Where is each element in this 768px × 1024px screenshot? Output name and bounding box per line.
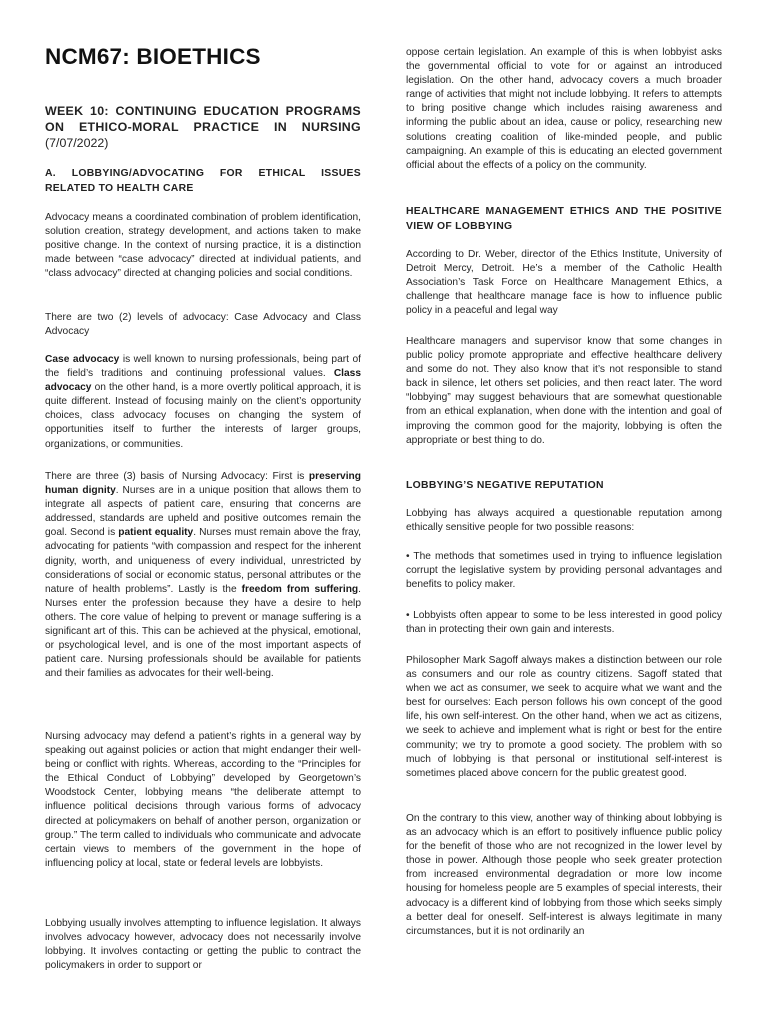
patient-equality-term: patient equality [118,527,194,539]
class-advocacy-term: Class advocacy [45,368,361,394]
preserving-dignity-term: preserving human dignity [45,471,361,497]
negative-reputation-heading: LOBBYING’S NEGATIVE REPUTATION [406,480,604,491]
week-title: WEEK 10: CONTINUING EDUCATION PROGRAMS ON ETHICO-MORAL PRACTICE IN NURSING [45,104,361,134]
healthcare-ethics-heading: HEALTHCARE MANAGEMENT ETHICS AND THE POSITIVE VIEW OF LOBBYING [406,206,722,232]
advocacy-definition-paragraph: Advocacy means a coordinated combination of problem identification, solution creation, strategy development, and actions taken to make positive change. In the context of nursing practice, it is a distinction made between “case advocacy” directed at individual patients, and “class advocacy” directed at changing policies and social conditions. [45,212,361,280]
case-advocacy-term: Case advocacy [45,354,120,365]
healthcare-managers-paragraph: Healthcare managers and supervisor know that some changes in public policy promote appropriate and effective healthcare delivery and some do not. They also know that it’s not responsible to stand back in silence, let others set policies, and then react later. The word “lobbying” may suggest behaviours that are somewhat questionable from an ethical explanation, when done with the intention and goal of improving the common good for the majority, lobbying is often the appropriate or best thing to do. [406,336,722,446]
sagoff-paragraph: Philosopher Mark Sagoff always makes a distinction between our role as consumers and our role as country citizens. Sagoff stated that when we act as consumer, we seek to acquire what we want and the best for ourselves: Each person follows his own concept of the good life, his own self-interest. On the other hand, when we act as citizens, we seek to achieve and implement what is right or best for the entire community; we try to promote a good society. The problem with so much of lobbying is that personal or institutional self-interest is sometimes placed above concern for the public greatest good. [406,655,722,779]
week-heading [45,103,361,151]
section-a-heading: A. LOBBYING/ADVOCATING FOR ETHICAL ISSUES RELATED TO HEALTH CARE [45,168,361,194]
week-date: (7/07/2022) [45,136,109,150]
dr-weber-paragraph: According to Dr. Weber, director of the Ethics Institute, University of Detroit Mercy, Detroit. He’s a member of the Catholic Health Association’s Task Force on Healthcare Management Ethics, a challenge that healthcare manage face is how to influence public policy in a peaceful and legal way [406,249,722,317]
nursing-advocacy-basis-paragraph: There are three (3) basis of Nursing Advocacy: First is preserving human dignity. Nurses are in a unique position that allows them to integrate all aspects of patient care, ensuring that concerns are addressed, standards are upheld and positive outcomes remain the goal. Second is patient equality. Nurses must remain above the fray, advocating for patients “with compassion and respect for the inherent dignity, worth, and uniqueness of every individual, unrestricted by considerations of social or economic status, personal attributes or the nature of health problems”. Lastly is the freedom from suffering. Nurses enter the profession because they have a desire to help others. The core value of helping to prevent or manage suffering is a significant art of this. This can be achieved at the physical, emotional, or psychological level, and is one of the most important aspects of patient care. Nursing professionals should be available for patients and their families as advocates for their well-being. [45,471,361,680]
freedom-from-suffering-term: freedom from suffering [241,583,359,595]
case-class-advocacy-paragraph: Case advocacy is well known to nursing professionals, being part of the field’s traditions and continuing professional values. Class advocacy on the other hand, is a more overtly political approach, it is quite different. Instead of focusing mainly on the client’s opportunity choices, class advocacy focuses on changing the system of opportunities itself to further the interests of larger groups, organizations, or communities. [45,354,361,450]
reputation-intro-paragraph: Lobbying has always acquired a questionable reputation among ethically sensitive people for two possible reasons: [406,508,722,534]
bullet-item-methods: • The methods that sometimes used in trying to influence legislation corrupt the legislative system by providing personal advantages and benefits to policy maker. [406,551,722,591]
advocacy-contrary-paragraph: On the contrary to this view, another way of thinking about lobbying is as an advocacy which is an effort to positively influence public policy for the benefit of those who are not recognized in the lower level by those in power. Although those people who seek greater protection from increased environmental degradation or more low income housing for homeless people are 5 examples of special interests, their advocacy is a different kind of lobbying from those which seeks simply a better deal for oneself. Self-interest is always legitimate in many circumstances, but it is not ordinarily an [406,813,722,937]
lobbying-definition-paragraph: Nursing advocacy may defend a patient’s rights in a general way by speaking out against policies or action that might endanger their well-being or conflict with rights. Whereas, according to the “Principles for the Ethical Conduct of Lobbying” developed by Georgetown’s Woodstock Center, lobbying means “the deliberate attempt to influence political decisions through various forms of advocacy directed at policymakers on behalf of another person, organization or group.” The term called to individuals who communicate and advocate certain views to members of the government in the hope of influencing policy at local, state or federal levels are lobbyists. [45,731,361,869]
advocacy-levels-paragraph: There are two (2) levels of advocacy: Case Advocacy and Class Advocacy [45,312,361,338]
document-title: NCM67: BIOETHICS [45,44,261,69]
lobbying-legislation-paragraph: Lobbying usually involves attempting to influence legislation. It always involves advocacy however, advocacy does not necessarily involve lobbying. It involves contacting or getting the public to contract the policymakers in order to support or [45,918,361,972]
bullet-item-lobbyists: • Lobbyists often appear to some to be less interested in good policy than in protecting their own gain and interests. [406,610,722,636]
lobbying-vs-advocacy-paragraph: oppose certain legislation. An example of this is when lobbyist asks the governmental official to vote for or against an introduced legislation. On the other hand, advocacy covers a much broader range of activities that might not include lobbying. It refers to attempts to bring positive change which includes raising awareness and informing the public about an idea, cause or policy, researching new solutions creating coalition of like-minded people, and public campaigning. An example of this is educating an elected government official about the effects of a policy on the community. [406,47,722,171]
